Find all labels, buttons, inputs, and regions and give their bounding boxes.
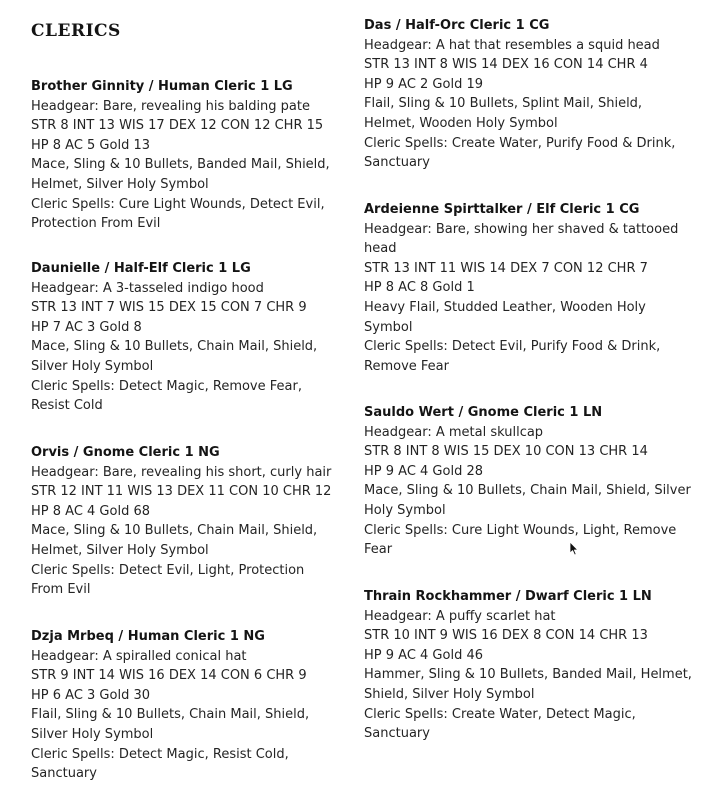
character-entry: [31, 443, 336, 600]
character-spells: Cleric Spells: Detect Magic, Remove Fear, Resist Cold: [31, 378, 302, 414]
mouse-pointer-icon: [569, 541, 579, 556]
character-hp-ac-gold: HP 9 AC 4 Gold 46: [364, 647, 483, 663]
character-equipment: Mace, Sling & 10 Bullets, Chain Mail, Shield, Silver Holy Symbol: [364, 483, 691, 518]
character-name: Dzja Mrbeq / Human Cleric 1 NG: [31, 629, 265, 644]
character-stats: STR 12 INT 11 WIS 13 DEX 11 CON 10 CHR 12: [31, 484, 332, 500]
character-spells: Cleric Spells: Cure Light Wounds, Light, Remove Fear: [364, 522, 677, 558]
character-stats: STR 13 INT 8 WIS 14 DEX 16 CON 14 CHR 4: [364, 57, 648, 73]
character-stats: STR 9 INT 14 WIS 16 DEX 14 CON 6 CHR 9: [31, 668, 307, 684]
character-headgear: Headgear: A spiralled conical hat: [31, 648, 247, 664]
section-title: CLERICS: [31, 21, 121, 41]
character-spells: Cleric Spells: Cure Light Wounds, Detect Evil, Protection From Evil: [31, 196, 325, 232]
character-stats: STR 8 INT 13 WIS 17 DEX 12 CON 12 CHR 15: [31, 118, 324, 134]
character-spells: Cleric Spells: Create Water, Purify Food & Drink, Sanctuary: [364, 135, 676, 171]
character-hp-ac-gold: HP 9 AC 4 Gold 28: [364, 463, 483, 479]
character-hp-ac-gold: HP 8 AC 8 Gold 1: [364, 280, 475, 296]
character-entry: [364, 403, 694, 560]
character-hp-ac-gold: HP 9 AC 2 Gold 19: [364, 76, 483, 92]
character-equipment: Heavy Flail, Studded Leather, Wooden Holy Symbol: [364, 299, 646, 335]
character-equipment: Mace, Sling & 10 Bullets, Banded Mail, Shield, Helmet, Silver Holy Symbol: [31, 157, 330, 192]
character-name: Thrain Rockhammer / Dwarf Cleric 1 LN: [364, 589, 652, 604]
character-entry: [31, 259, 336, 416]
character-entry: [364, 16, 694, 173]
character-hp-ac-gold: HP 8 AC 4 Gold 68: [31, 503, 150, 519]
character-equipment: Flail, Sling & 10 Bullets, Splint Mail, Shield, Helmet, Wooden Holy Symbol: [364, 96, 643, 131]
character-headgear: Headgear: A metal skullcap: [364, 424, 544, 440]
character-hp-ac-gold: HP 7 AC 3 Gold 8: [31, 319, 142, 335]
character-headgear: Headgear: Bare, revealing his short, curly hair: [31, 464, 332, 480]
character-headgear: Headgear: A hat that resembles a squid head: [364, 37, 660, 53]
character-stats: STR 13 INT 11 WIS 14 DEX 7 CON 12 CHR 7: [364, 260, 648, 276]
character-spells: Cleric Spells: Detect Evil, Purify Food & Drink, Remove Fear: [364, 339, 661, 374]
character-hp-ac-gold: HP 6 AC 3 Gold 30: [31, 687, 150, 703]
character-entry: [364, 587, 694, 744]
character-headgear: Headgear: A puffy scarlet hat: [364, 608, 556, 624]
character-equipment: Mace, Sling & 10 Bullets, Chain Mail, Shield, Helmet, Silver Holy Symbol: [31, 523, 318, 558]
character-stats: STR 13 INT 7 WIS 15 DEX 15 CON 7 CHR 9: [31, 300, 307, 316]
character-stats: STR 10 INT 9 WIS 16 DEX 8 CON 14 CHR 13: [364, 628, 648, 644]
character-name: Das / Half-Orc Cleric 1 CG: [364, 18, 550, 33]
character-headgear: Headgear: Bare, revealing his balding pate: [31, 98, 310, 114]
character-name: Ardeienne Spirttalker / Elf Cleric 1 CG: [364, 202, 640, 217]
character-equipment: Mace, Sling & 10 Bullets, Chain Mail, Shield, Silver Holy Symbol: [31, 339, 318, 374]
character-name: Daunielle / Half-Elf Cleric 1 LG: [31, 261, 251, 276]
character-hp-ac-gold: HP 8 AC 5 Gold 13: [31, 137, 150, 153]
character-name: Sauldo Wert / Gnome Cleric 1 LN: [364, 405, 603, 420]
character-spells: Cleric Spells: Detect Magic, Resist Cold, Sanctuary: [31, 746, 289, 782]
character-name: Orvis / Gnome Cleric 1 NG: [31, 445, 220, 460]
character-headgear: Headgear: Bare, showing her shaved & tattooed head: [364, 221, 679, 257]
character-spells: Cleric Spells: Detect Evil, Light, Protection From Evil: [31, 562, 305, 598]
character-entry: [31, 77, 336, 234]
character-equipment: Hammer, Sling & 10 Bullets, Banded Mail, Helmet, Shield, Silver Holy Symbol: [364, 667, 692, 702]
character-equipment: Flail, Sling & 10 Bullets, Chain Mail, Shield, Silver Holy Symbol: [31, 707, 310, 742]
character-entry: [364, 200, 694, 376]
character-headgear: Headgear: A 3-tasseled indigo hood: [31, 280, 264, 296]
character-stats: STR 8 INT 8 WIS 15 DEX 10 CON 13 CHR 14: [364, 444, 648, 460]
character-entry: [31, 627, 336, 784]
character-spells: Cleric Spells: Create Water, Detect Magic, Sanctuary: [364, 706, 636, 742]
character-name: Brother Ginnity / Human Cleric 1 LG: [31, 79, 293, 94]
